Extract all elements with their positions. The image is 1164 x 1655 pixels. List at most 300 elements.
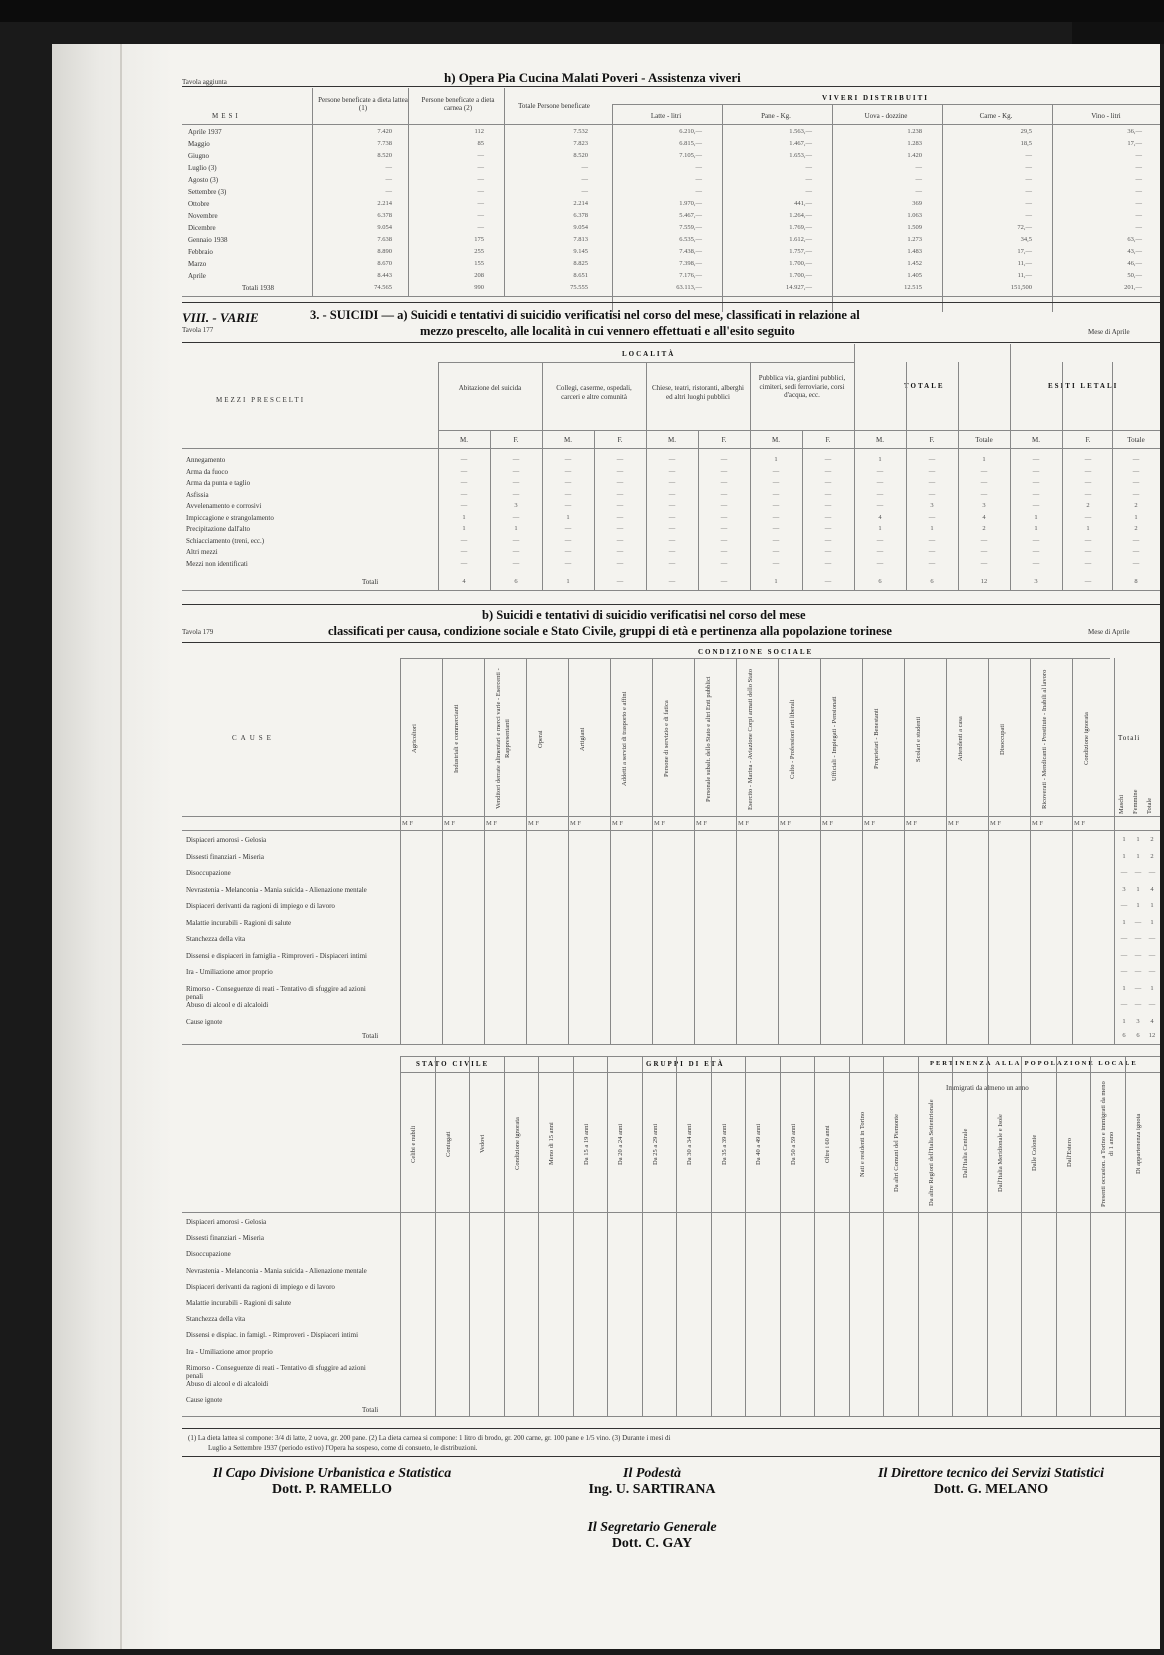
viveri-value: —	[1135, 200, 1142, 207]
column-rule	[1090, 1056, 1091, 1416]
sub-mf: M F	[738, 820, 750, 827]
viveri-lattea: —	[385, 176, 392, 183]
suicidi-a-value: —	[876, 467, 884, 475]
sub-col-head: F.	[1085, 436, 1091, 444]
column-rule	[610, 658, 611, 1044]
gruppi-header: GRUPPI DI ETÀ	[646, 1060, 725, 1068]
suicidi-a-value: —	[564, 502, 572, 509]
condizione-col-head: Persone di servizio e di fatica	[663, 700, 670, 778]
suicidi-a-value: —	[1132, 490, 1140, 498]
sub-mf: M F	[780, 820, 792, 827]
suicidi-a-value: —	[772, 559, 780, 567]
column-rule	[646, 362, 647, 590]
suicidi-a-value: 1	[878, 525, 882, 532]
suicidi-a-value: —	[1132, 536, 1140, 544]
suicidi-a-value: 3	[514, 502, 518, 509]
suicidi-a-value: —	[564, 490, 572, 498]
suicidi-a-value: 6	[514, 578, 518, 585]
suicidi-a-value: —	[512, 490, 520, 498]
cause-total-value: —	[1134, 869, 1142, 876]
suicidi-a-value: —	[1084, 548, 1092, 555]
section-c-col-head: Oltre i 60 anni	[824, 1125, 831, 1163]
viveri-lattea: 7.420	[377, 128, 392, 135]
suicidi-a-title-2: mezzo prescelto, alle località in cui vennero effettuati e all'esito seguito	[420, 324, 795, 338]
cause-label: Stanchezza della vita	[186, 935, 246, 943]
suicidi-a-value: —	[1084, 479, 1092, 486]
viveri-month: Aprile	[188, 272, 206, 280]
sub-mf: M F	[612, 820, 624, 827]
viveri-month: Maggio	[188, 140, 210, 148]
condizione-col-head: Ricoverati - Mendicanti - Prostitute - Inabili al lavoro	[1041, 669, 1048, 809]
cause-total-value: 1	[1150, 984, 1154, 992]
suicidi-a-value: 4	[878, 513, 882, 521]
suicidi-a-value: —	[564, 536, 572, 544]
column-rule	[400, 658, 401, 1044]
sub-mf: M F	[444, 820, 456, 827]
suicidi-a-value: 6	[878, 578, 882, 585]
sub-mf: M F	[906, 820, 918, 827]
viveri-value: 11,—	[1017, 260, 1032, 267]
column-rule	[408, 88, 409, 296]
suicidi-a-value: —	[616, 513, 624, 521]
cause-label: Rimorso - Conseguenze di reati - Tentativo di sfuggire ad azioni penali	[186, 984, 366, 1001]
viveri-title: h) Opera Pia Cucina Malati Poveri - Assistenza viveri	[444, 70, 741, 85]
column-rule	[722, 104, 723, 312]
section-c-col-head: Da 25 a 29 anni	[651, 1123, 659, 1165]
suicidi-a-value: 3	[1034, 578, 1038, 585]
column-rule	[1030, 658, 1031, 1044]
sub-mf: M F	[402, 820, 414, 827]
suicidi-a-value: —	[1032, 536, 1040, 544]
suicidi-a-value: —	[876, 559, 884, 567]
column-rule	[1114, 658, 1115, 1044]
suicidi-a-value: —	[512, 559, 520, 567]
mezzo-label: Asfissia	[186, 490, 209, 499]
section-c-col-head: Da 40 a 49 anni	[755, 1123, 762, 1165]
suicidi-a-value: —	[1132, 456, 1140, 463]
suicidi-a-value: 2	[1086, 502, 1090, 509]
suicidi-a-value: —	[1032, 548, 1040, 555]
viveri-totale: 8.520	[573, 152, 588, 159]
sub-mf: M F	[1074, 820, 1086, 827]
localita-header: LOCALITÀ	[622, 350, 676, 358]
section-c-col-head: Celibi e nubili	[410, 1125, 417, 1163]
cause-c-label: Nevrastenia - Melanconia - Mania suicida - Alienazione mentale	[186, 1266, 367, 1275]
mezzo-label: Totali	[362, 578, 379, 586]
cause-c-label: Dispiaceri derivanti da ragioni di impiego e di lavoro	[186, 1282, 335, 1291]
suicidi-a-value: —	[980, 479, 988, 486]
cause-total-value: 3	[1122, 885, 1126, 893]
suicidi-a-value: —	[1084, 578, 1092, 585]
cause-total-value: —	[1148, 968, 1156, 975]
cause-total-value: 1	[1122, 918, 1126, 926]
column-rule	[612, 104, 613, 312]
suicidi-a-value: —	[876, 536, 884, 544]
viveri-value: 7.176,—	[679, 272, 702, 279]
viveri-totale: —	[581, 164, 588, 171]
sub-mf: M F	[1032, 820, 1044, 827]
column-rule	[504, 88, 505, 296]
mezzo-label: Annegamento	[186, 456, 226, 464]
cause-total-value: 12	[1148, 1032, 1156, 1039]
section-c-col-head: Dall'Estero	[1065, 1138, 1073, 1168]
suicidi-a-value: —	[460, 502, 468, 509]
viveri-value: 151,500	[1010, 284, 1032, 291]
suicidi-a-value: —	[1084, 456, 1092, 463]
viveri-value: —	[1025, 164, 1032, 171]
viveri-lattea: 2.214	[377, 200, 392, 207]
cause-total-value: 1	[1136, 885, 1140, 893]
viveri-totale: —	[581, 188, 588, 195]
viveri-totale: 75.555	[570, 284, 588, 291]
signature-left-title: Il Capo Divisione Urbanistica e Statistica	[212, 1466, 452, 1481]
suicidi-a-value: —	[512, 513, 520, 521]
suicidi-a-value: —	[668, 467, 676, 475]
column-rule	[832, 104, 833, 312]
cause-total-value: —	[1120, 902, 1128, 909]
viveri-value: —	[1025, 212, 1032, 219]
column-rule	[312, 88, 313, 296]
condizione-col-head: Disoccupati	[999, 723, 1006, 755]
suicidi-a-value: —	[668, 536, 676, 544]
viveri-value: 7.438,—	[679, 248, 702, 255]
suicidi-a-value: —	[1084, 559, 1092, 567]
cause-c-totals-label: Totali	[362, 1406, 379, 1414]
viveri-value: 1.273	[907, 236, 922, 243]
viveri-month: Totali 1938	[242, 284, 274, 292]
section-c-col-head: Da 35 a 39 anni	[720, 1123, 728, 1165]
cause-total-value: 1	[1122, 1017, 1126, 1025]
suicidi-a-value: —	[1084, 513, 1092, 521]
signature-center2	[522, 1520, 782, 1552]
viveri-carnea: —	[477, 188, 484, 195]
viveri-header: VIVERI DISTRIBUITI	[822, 94, 929, 102]
suicidi-a-value: —	[564, 559, 572, 567]
viveri-totale: 7.823	[573, 140, 588, 147]
suicidi-a-value: —	[668, 525, 676, 532]
viveri-value: —	[1025, 152, 1032, 159]
column-rule	[778, 658, 779, 1044]
section-c-col-head: Di appartenenza ignota	[1134, 1113, 1142, 1175]
cause-total-value: 4	[1150, 1017, 1154, 1025]
viveri-col-head: Pane - Kg.	[761, 112, 791, 120]
sub-mf: M F	[822, 820, 834, 827]
suicidi-a-value: 2	[1134, 525, 1138, 532]
cause-c-label: Dissensi e dispiac. in famigl. - Rimproveri - Dispiaceri intimi	[186, 1331, 359, 1340]
viveri-col-head: Carne - Kg.	[979, 112, 1013, 120]
suicidi-a-value: —	[1132, 479, 1140, 486]
section-c-col-head: Meno di 15 anni	[548, 1122, 555, 1166]
suicidi-a-value: —	[1032, 559, 1040, 567]
viveri-lattea: 7.638	[377, 236, 392, 243]
column-rule	[438, 362, 439, 590]
suicidi-a-value: —	[720, 548, 728, 555]
column-rule	[906, 362, 907, 590]
suicidi-a-value: —	[720, 513, 728, 521]
viveri-lattea: —	[385, 164, 392, 171]
viveri-value: 1.264,—	[789, 212, 812, 219]
viveri-value: —	[915, 188, 922, 195]
cause-total-value: 4	[1150, 885, 1154, 893]
scan-right-border	[1072, 22, 1164, 44]
viveri-value: 1.612,—	[789, 236, 812, 243]
viveri-value: 369	[912, 200, 922, 207]
suicidi-a-value: —	[512, 479, 520, 486]
suicidi-a-value: 1	[982, 456, 986, 463]
suicidi-a-value: —	[980, 559, 988, 567]
suicidi-a-value: —	[460, 536, 468, 544]
column-rule	[1062, 362, 1063, 590]
column-rule	[958, 362, 959, 590]
sub-col-head: Totale	[975, 436, 993, 444]
viveri-value: —	[1135, 176, 1142, 183]
sub-col-head: F.	[825, 436, 831, 444]
viveri-totale: 9.145	[573, 248, 588, 255]
column-rule	[504, 1056, 505, 1416]
cause-total-value: 3	[1136, 1017, 1140, 1025]
column-rule	[780, 1056, 781, 1416]
viveri-month: Gennaio 1938	[188, 236, 228, 244]
cause-total-value: 1	[1122, 836, 1126, 843]
suicidi-a-value: —	[928, 456, 936, 463]
suicidi-a-value: —	[668, 502, 676, 509]
signature-right-title: Il Direttore tecnico dei Servizi Statistici	[878, 1466, 1104, 1481]
sub-mf: M F	[864, 820, 876, 827]
column-rule	[1125, 1056, 1126, 1416]
cause-c-label: Stanchezza della vita	[186, 1315, 246, 1324]
viveri-value: —	[915, 176, 922, 183]
chapter-varie: VIII. - VARIE	[182, 310, 259, 325]
mezzo-label: Precipitazione dall'alto	[186, 525, 251, 533]
condizione-col-head: Industriali e commercianti	[453, 704, 460, 774]
viveri-month: Novembre	[188, 212, 218, 220]
suicidi-a-value: —	[824, 513, 832, 521]
cause-c-label: Abuso di alcool e di alcaloidi	[186, 1380, 269, 1388]
suicidi-a-value: —	[1132, 559, 1140, 567]
column-rule	[942, 104, 943, 312]
viveri-value: 1.483	[907, 248, 922, 255]
suicidi-a-value: —	[1084, 467, 1092, 475]
suicidi-a-value: 3	[982, 502, 986, 509]
suicidi-a-value: —	[460, 548, 468, 555]
cause-c-label: Disoccupazione	[186, 1250, 231, 1259]
suicidi-a-value: —	[876, 490, 884, 498]
section-c-col-head: Nati e residenti in Torino	[858, 1111, 866, 1177]
condizione-col-head: Agricoltori	[411, 724, 418, 754]
viveri-value: 6.210,—	[679, 128, 702, 135]
viveri-carnea: 175	[474, 236, 484, 243]
viveri-month: Aprile 1937	[188, 128, 222, 136]
tavola-177: Tavola 177	[182, 326, 214, 334]
viveri-carnea: 208	[474, 272, 484, 279]
suicidi-a-value: 4	[982, 513, 986, 521]
mezzo-label: Schiacciamento (treni, ecc.)	[186, 536, 265, 545]
cause-label: Nevrastenia - Melanconia - Mania suicida - Alienazione mentale	[186, 885, 367, 894]
viveri-value: —	[1025, 200, 1032, 207]
viveri-value: 7.398,—	[679, 260, 702, 267]
viveri-value: —	[805, 176, 812, 183]
viveri-value: —	[805, 188, 812, 195]
column-rule	[1112, 362, 1113, 590]
suicidi-a-value: —	[460, 490, 468, 498]
section-c-col-head: Da 15 a 19 anni	[582, 1123, 590, 1165]
suicidi-a-value: —	[1032, 467, 1040, 475]
column-rule	[862, 658, 863, 1044]
cause-c-label: Dissesti finanziari - Miseria	[186, 1234, 264, 1243]
suicidi-a-value: —	[720, 467, 728, 475]
totale-header: TOTALE	[904, 382, 945, 390]
cause-total-value: 6	[1136, 1032, 1140, 1039]
cause-total-value: 1	[1136, 852, 1140, 860]
column-rule	[1072, 658, 1073, 1044]
viveri-value: 18,5	[1020, 140, 1032, 147]
suicidi-a-value: 1	[774, 456, 778, 463]
suicidi-a-value: —	[772, 490, 780, 498]
suicidi-a-value: —	[668, 548, 676, 555]
localita-col-head: Pubblica via, giardini pubblici, cimiteri, sedi ferroviarie, corsi d'acqua, ecc.	[758, 374, 846, 399]
suicidi-a-value: —	[824, 559, 832, 567]
viveri-lattea: 74.565	[374, 284, 392, 291]
column-rule	[987, 1056, 988, 1416]
cause-total-value: 1	[1136, 836, 1140, 843]
viveri-carnea: —	[477, 164, 484, 171]
suicidi-a-value: —	[616, 502, 624, 509]
suicidi-a-value: —	[1032, 479, 1040, 486]
cause-label: Dissensi e dispiaceri in famiglia - Rimproveri - Dispiaceri intimi	[186, 951, 367, 960]
sub-col-head: F.	[929, 436, 935, 444]
cause-total-value: —	[1148, 935, 1156, 942]
viveri-value: —	[1135, 164, 1142, 171]
suicidi-a-value: 3	[930, 502, 934, 509]
viveri-month: Giugno	[188, 152, 209, 160]
sub-col-head: Totale	[1127, 436, 1145, 444]
column-rule	[469, 1056, 470, 1416]
signature-left-name: Dott. P. RAMELLO	[271, 1482, 393, 1497]
column-rule	[542, 362, 543, 590]
sub-col-head: M.	[460, 436, 468, 444]
section-c-col-head: Da 50 a 59 anni	[789, 1123, 797, 1165]
suicidi-a-value: —	[616, 548, 624, 555]
cause-total-value: —	[1120, 968, 1128, 975]
suicidi-a-value: —	[1032, 490, 1040, 498]
viveri-value: 1.420	[907, 152, 922, 159]
section-c-col-head: Da 30 a 34 anni	[686, 1123, 693, 1165]
suicidi-a-value: —	[460, 456, 468, 463]
cause-label: Dissesti finanziari - Miseria	[186, 852, 264, 861]
column-rule	[442, 658, 443, 1044]
viveri-value: 1.700,—	[789, 272, 812, 279]
sub-col-head: M.	[876, 436, 884, 444]
section-c-col-head: Da 20 a 24 anni	[617, 1123, 624, 1165]
viveri-value: 1.769,—	[789, 224, 812, 231]
condizione-col-head: Operai	[537, 730, 544, 748]
viveri-value: —	[1135, 188, 1142, 195]
cause-c-label: Cause ignote	[186, 1396, 223, 1405]
page-content	[182, 44, 1160, 1649]
viveri-totale: 9.054	[573, 224, 588, 231]
scan-top-border	[0, 0, 1164, 22]
suicidi-a-value: —	[720, 536, 728, 544]
cause-total-value: 6	[1122, 1032, 1126, 1039]
viveri-totale: 7.532	[573, 128, 588, 135]
suicidi-a-value: —	[564, 479, 572, 486]
viveri-lattea: 9.054	[377, 224, 392, 231]
col-persone-carnea: Persone beneficate a dieta carnea (2)	[421, 96, 495, 112]
column-rule	[883, 1056, 884, 1416]
col-mesi: MESI	[212, 112, 241, 120]
signature-center	[522, 1466, 782, 1498]
suicidi-a-value: —	[616, 559, 624, 567]
suicidi-b-title-1: b) Suicidi e tentativi di suicidio verificatisi nel corso del mese	[482, 608, 806, 622]
viveri-value: 1.653,—	[789, 152, 812, 159]
cause-total-value: 2	[1150, 852, 1154, 860]
viveri-value: 63,—	[1127, 236, 1142, 243]
cause-label: Disoccupazione	[186, 869, 231, 877]
suicidi-a-value: —	[564, 548, 572, 555]
viveri-lattea: 8.890	[377, 248, 392, 255]
section-c-col-head: Vedovi	[479, 1134, 486, 1154]
column-rule	[694, 658, 695, 1044]
suicidi-a-value: —	[772, 479, 780, 486]
viveri-carnea: —	[477, 212, 484, 219]
mezzo-label: Arma da fuoco	[186, 467, 228, 476]
suicidi-a-value: 1	[1134, 513, 1138, 521]
viveri-value: 1.700,—	[789, 260, 812, 267]
suicidi-a-value: 2	[982, 525, 986, 532]
totali-sub-head: Maschi	[1118, 794, 1125, 814]
sub-mf: M F	[990, 820, 1002, 827]
mese-aprile-a: Mese di Aprile	[1088, 328, 1130, 336]
viveri-month: Marzo	[188, 260, 207, 268]
viveri-carnea: 85	[477, 140, 484, 147]
viveri-month: Dicembre	[188, 224, 216, 232]
column-rule	[745, 1056, 746, 1416]
sub-col-head: F.	[513, 436, 519, 444]
viveri-lattea: 7.738	[377, 140, 392, 147]
cause-label: Ira - Umiliazione amor proprio	[186, 968, 273, 976]
signature-center-title: Il Podestà	[623, 1466, 681, 1481]
viveri-value: 29,5	[1020, 128, 1032, 135]
viveri-value: —	[695, 176, 702, 183]
viveri-value: 1.283	[907, 140, 922, 147]
suicidi-a-value: —	[668, 479, 676, 486]
sub-mf: M F	[528, 820, 540, 827]
signature-center-name: Ing. U. SARTIRANA	[588, 1482, 716, 1497]
suicidi-a-value: —	[824, 548, 832, 555]
column-rule	[652, 658, 653, 1044]
suicidi-a-value: 1	[930, 525, 934, 532]
column-rule	[642, 1056, 643, 1416]
viveri-value: —	[1135, 152, 1142, 159]
suicidi-a-value: 1	[514, 525, 518, 532]
immigrati-header: Immigrati da almeno un anno	[946, 1084, 1029, 1092]
column-rule	[904, 658, 905, 1044]
suicidi-a-value: 6	[930, 578, 934, 585]
col-persone-lattea: Persone beneficate a dieta lattea (1)	[318, 96, 408, 112]
totali-header: Totali	[1118, 734, 1141, 742]
suicidi-a-value: 1	[1034, 513, 1038, 521]
cause-c-label: Ira - Umiliazione amor proprio	[186, 1347, 273, 1356]
col-totale: Totale Persone beneficate	[518, 102, 590, 110]
viveri-value: 72,—	[1017, 224, 1032, 231]
footnote-2: Luglio a Settembre 1937 (periodo estivo) l'Opera ha sospeso, come di consueto, le distribuzioni.	[208, 1444, 478, 1452]
column-rule	[538, 1056, 539, 1416]
suicidi-a-value: —	[720, 578, 728, 585]
cause-total-value: 2	[1150, 836, 1154, 843]
section-c-col-head: Condizione ignorata	[513, 1117, 521, 1171]
suicidi-a-value: —	[1032, 502, 1040, 509]
suicidi-a-value: —	[616, 456, 624, 463]
